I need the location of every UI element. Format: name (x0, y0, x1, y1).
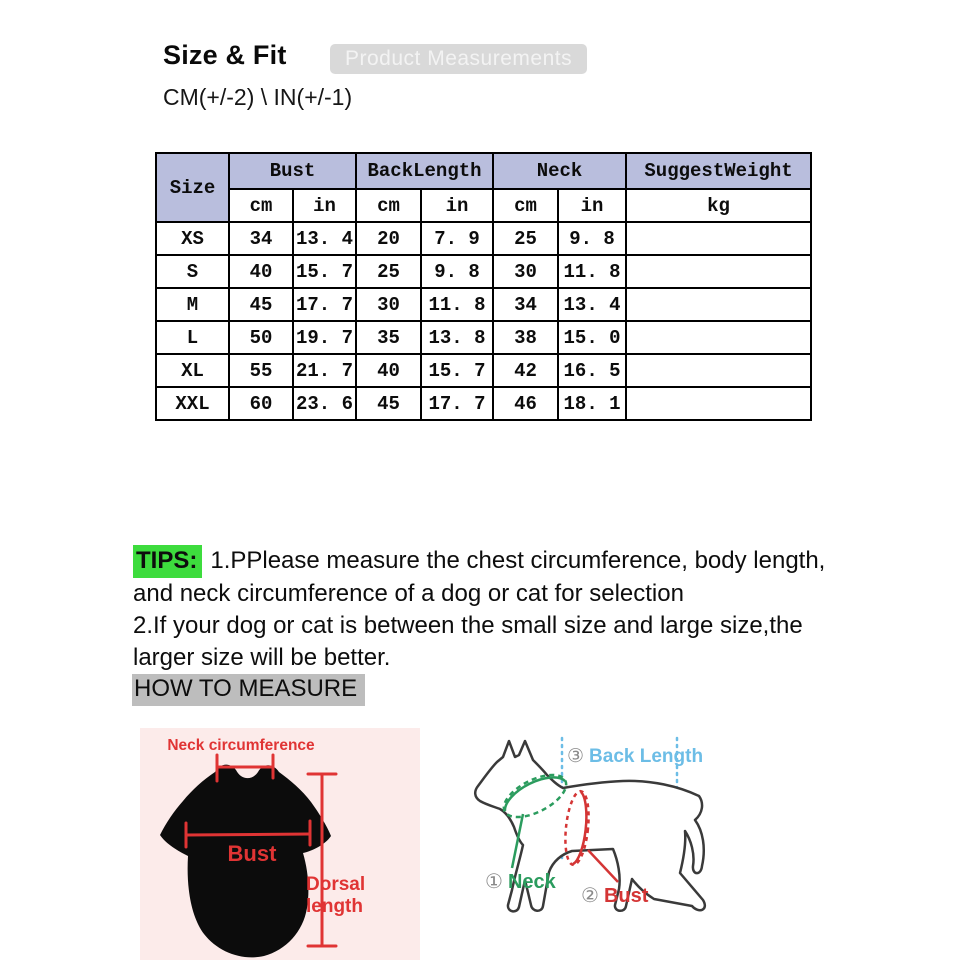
size-cell: XL (156, 354, 229, 387)
table-cell: 60 (229, 387, 293, 420)
tip-item-2: 2.If your dog or cat is between the small size and large size,the larger size will be better. (133, 612, 803, 671)
col-header-suggestweight: SuggestWeight (626, 153, 811, 189)
table-cell: 20 (356, 222, 421, 255)
table-cell (626, 354, 811, 387)
table-cell: 40 (356, 354, 421, 387)
col-header-backlength: BackLength (356, 153, 493, 189)
table-cell: 34 (493, 288, 558, 321)
table-cell: 7. 9 (421, 222, 493, 255)
size-cell: XS (156, 222, 229, 255)
unit-cell: in (293, 189, 356, 222)
table-cell: 15. 7 (421, 354, 493, 387)
table-cell: 13. 4 (293, 222, 356, 255)
circled-3-icon: ③ (567, 746, 585, 767)
back-length-label: ③ Back Length (567, 746, 704, 767)
size-fit-table (155, 152, 812, 421)
table-cell: 42 (493, 354, 558, 387)
dorsal-dimension-line (308, 774, 336, 946)
table-cell: 13. 4 (558, 288, 626, 321)
bust-label: Bust (227, 841, 277, 866)
table-cell: 11. 8 (421, 288, 493, 321)
table-cell: 23. 6 (293, 387, 356, 420)
table-cell: 46 (493, 387, 558, 420)
page-title: Size & Fit (163, 40, 287, 70)
unit-cell: in (558, 189, 626, 222)
circled-2-icon: ② (581, 885, 599, 907)
table-cell (626, 321, 811, 354)
tips-paragraph (133, 545, 847, 674)
table-cell: 40 (229, 255, 293, 288)
neck-measure-label: ① Neck (485, 871, 556, 893)
unit-cell: cm (229, 189, 293, 222)
size-cell: S (156, 255, 229, 288)
table-cell: 30 (356, 288, 421, 321)
size-cell: XXL (156, 387, 229, 420)
table-cell: 17. 7 (421, 387, 493, 420)
table-cell: 15. 7 (293, 255, 356, 288)
table-row (156, 222, 811, 255)
table-cell: 25 (356, 255, 421, 288)
circled-1-icon: ① (485, 871, 503, 893)
table-cell: 45 (229, 288, 293, 321)
table-cell: 50 (229, 321, 293, 354)
table-cell: 11. 8 (558, 255, 626, 288)
table-cell: 15. 0 (558, 321, 626, 354)
size-chart (155, 152, 812, 421)
table-cell: 21. 7 (293, 354, 356, 387)
col-header-size: Size (156, 153, 229, 222)
dorsal-length-label: Dorsal length (306, 874, 366, 917)
table-cell: 45 (356, 387, 421, 420)
tips-label: TIPS: (133, 545, 202, 578)
table-cell (626, 288, 811, 321)
size-cell: M (156, 288, 229, 321)
table-cell: 55 (229, 354, 293, 387)
table-cell (626, 222, 811, 255)
table-cell: 9. 8 (558, 222, 626, 255)
table-cell: 38 (493, 321, 558, 354)
how-to-measure-heading: HOW TO MEASURE (132, 674, 365, 706)
tip-item-1: 1.PPlease measure the chest circumference, body length, and neck circumference of a dog or cat for selection (133, 547, 826, 607)
table-cell: 18. 1 (558, 387, 626, 420)
table-row (156, 288, 811, 321)
table-cell: 17. 7 (293, 288, 356, 321)
table-cell (626, 255, 811, 288)
neck-circumference-label: Neck circumference (167, 737, 315, 754)
product-measurements-badge: Product Measurements (330, 44, 587, 74)
size-cell: L (156, 321, 229, 354)
table-row (156, 255, 811, 288)
unit-cell: in (421, 189, 493, 222)
table-cell: 30 (493, 255, 558, 288)
table-cell: 35 (356, 321, 421, 354)
table-cell: 34 (229, 222, 293, 255)
table-cell (626, 387, 811, 420)
unit-cell: cm (356, 189, 421, 222)
col-header-bust: Bust (229, 153, 356, 189)
table-cell: 16. 5 (558, 354, 626, 387)
table-cell: 19. 7 (293, 321, 356, 354)
unit-cell: kg (626, 189, 811, 222)
table-cell: 9. 8 (421, 255, 493, 288)
col-header-neck: Neck (493, 153, 626, 189)
table-row (156, 321, 811, 354)
table-row (156, 354, 811, 387)
table-cell: 25 (493, 222, 558, 255)
shirt-diagram (140, 728, 420, 960)
table-row (156, 387, 811, 420)
tolerance-note: CM(+/-2) \ IN(+/-1) (163, 84, 353, 110)
bust-measure-label: ② Bust (581, 885, 649, 907)
unit-cell: cm (493, 189, 558, 222)
table-cell: 13. 8 (421, 321, 493, 354)
dog-diagram (455, 730, 835, 960)
